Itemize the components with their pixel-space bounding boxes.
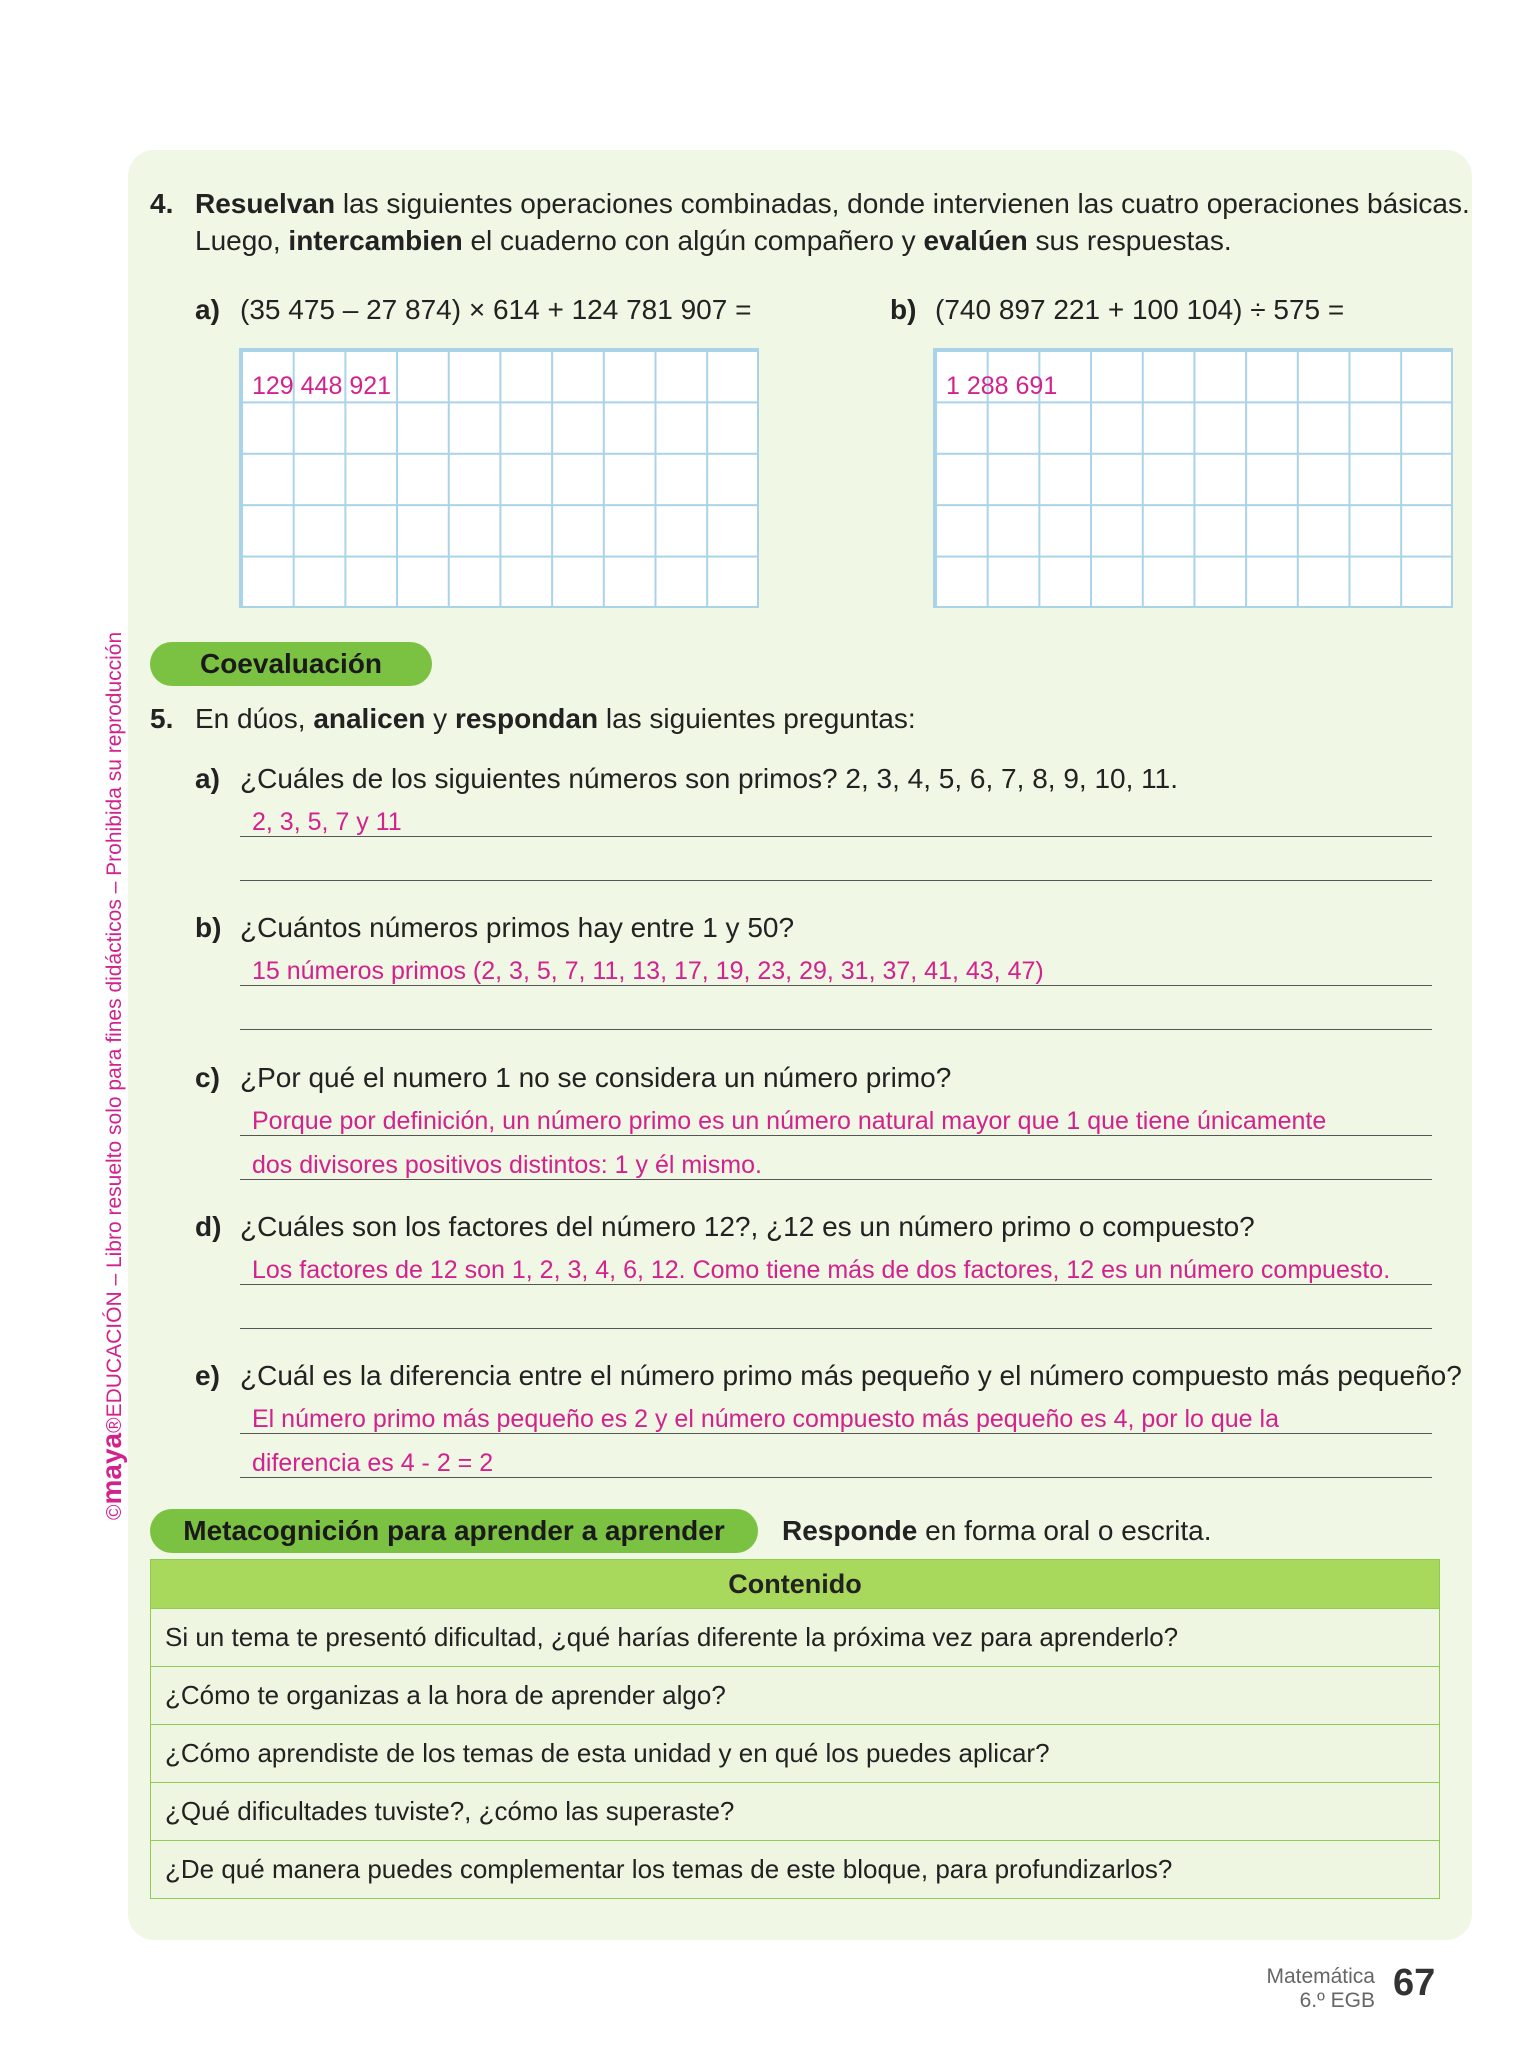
ex5e-answer-2: diferencia es 4 - 2 = 2	[252, 1449, 494, 1477]
ex5-text-2: y	[425, 703, 455, 734]
ex5-text-1: En dúos,	[195, 703, 314, 734]
metacognicion-badge: Metacognición para aprender a aprender	[150, 1509, 758, 1553]
ex4-keyword-resuelvan: Resuelvan	[195, 188, 336, 219]
ex5c-answer-2: dos divisores positivos distintos: 1 y él mismo.	[252, 1151, 762, 1179]
ex5-keyword-respondan: respondan	[454, 703, 599, 734]
ex4b-expression: (740 897 221 + 100 104) ÷ 575 =	[935, 294, 1345, 325]
ex4-text-4: sus respuestas.	[1027, 225, 1232, 256]
ex5-instruction	[195, 700, 916, 738]
ex5b-answer-1: 15 números primos (2, 3, 5, 7, 11, 13, 17, 19, 23, 29, 31, 37, 41, 43, 47)	[252, 957, 1044, 985]
sidebar-copyright	[96, 580, 128, 1520]
ex5d-answer-1: Los factores de 12 son 1, 2, 3, 4, 6, 12. Como tiene más de dos factores, 12 es un número compuesto.	[252, 1256, 1391, 1284]
brand-logo: maya	[96, 1432, 127, 1505]
table-header-contenido: Contenido	[151, 1560, 1439, 1609]
coevaluacion-badge: Coevaluación	[150, 642, 432, 686]
ex4-instruction-line1	[195, 185, 1470, 223]
ex5e-answer-1: El número primo más pequeño es 2 y el número compuesto más pequeño es 4, por lo que la	[252, 1405, 1279, 1433]
ex5-number: 5.	[150, 703, 174, 734]
ex4b-answer: 1 288 691	[946, 372, 1058, 400]
ex5d-label: d)	[195, 1211, 222, 1242]
ex5a-label: a)	[195, 763, 220, 794]
ex5e-answer-line-1[interactable]	[240, 1433, 1432, 1434]
page-number: 67	[1393, 1962, 1436, 2004]
ex5c-label: c)	[195, 1062, 220, 1093]
ex5a-answer-line-1[interactable]	[240, 836, 1432, 837]
ex5d-answer-line-2[interactable]	[240, 1328, 1432, 1329]
registered-symbol: ®	[103, 1417, 126, 1433]
ex5c-question: ¿Por qué el numero 1 no se considera un número primo?	[240, 1062, 952, 1093]
ex4-text-1: las siguientes operaciones combinadas, donde intervienen las cuatro operaciones básicas.	[335, 188, 1470, 219]
meta-text: en forma oral o escrita.	[917, 1515, 1212, 1546]
ex4b-label: b)	[890, 294, 917, 325]
table-row: ¿Cómo aprendiste de los temas de esta unidad y en qué los puedes aplicar?	[151, 1725, 1439, 1783]
ex4-number: 4.	[150, 188, 174, 219]
table-row: ¿Qué dificultades tuviste?, ¿cómo las superaste?	[151, 1783, 1439, 1841]
ex4a-answer: 129 448 921	[252, 372, 392, 400]
table-row: ¿De qué manera puedes complementar los temas de este bloque, para profundizarlos?	[151, 1841, 1439, 1898]
ex4-instruction-line2	[195, 222, 1232, 260]
ex5-text-3: las siguientes preguntas:	[598, 703, 916, 734]
ex5a-question: ¿Cuáles de los siguientes números son primos? 2, 3, 4, 5, 6, 7, 8, 9, 10, 11.	[240, 763, 1178, 794]
copyright-symbol: ©	[103, 1504, 126, 1520]
ex5a-answer-line-2[interactable]	[240, 880, 1432, 881]
ex5d-answer-line-1[interactable]	[240, 1284, 1432, 1285]
ex5e-question: ¿Cuál es la diferencia entre el número primo más pequeño y el número compuesto más pequeño?	[240, 1360, 1462, 1391]
ex4-keyword-evaluen: evalúen	[923, 225, 1028, 256]
ex5c-answer-line-1[interactable]	[240, 1135, 1432, 1136]
table-row: ¿Cómo te organizas a la hora de aprender algo?	[151, 1667, 1439, 1725]
ex5e-label: e)	[195, 1360, 220, 1391]
ex5b-answer-line-1[interactable]	[240, 985, 1432, 986]
footer-subject-name: Matemática	[1266, 1965, 1375, 1988]
table-row: Si un tema te presentó dificultad, ¿qué harías diferente la próxima vez para aprenderlo?	[151, 1609, 1439, 1667]
ex4-text-3: el cuaderno con algún compañero y	[462, 225, 924, 256]
ex5b-label: b)	[195, 912, 222, 943]
ex5b-answer-line-2[interactable]	[240, 1029, 1432, 1030]
footer-grade: 6.º EGB	[1299, 1989, 1375, 2012]
ex5d-question: ¿Cuáles son los factores del número 12?, ¿12 es un número primo o compuesto?	[240, 1211, 1255, 1242]
meta-instruction	[782, 1512, 1211, 1550]
ex4a-label: a)	[195, 294, 220, 325]
metacognition-table	[150, 1559, 1440, 1899]
ex4-text-2: Luego,	[195, 225, 289, 256]
ex5-keyword-analicen: analicen	[313, 703, 426, 734]
ex5a-answer-1: 2, 3, 5, 7 y 11	[252, 808, 402, 836]
footer-subject	[1200, 1965, 1375, 2013]
ex5c-answer-line-2[interactable]	[240, 1179, 1432, 1180]
ex5e-answer-line-2[interactable]	[240, 1477, 1432, 1478]
ex4-keyword-intercambien: intercambien	[288, 225, 463, 256]
sidebar-text: EDUCACIÓN – Libro resuelto solo para fines didácticos – Prohibida su reproducción	[103, 631, 126, 1418]
ex5c-answer-1: Porque por definición, un número primo es un número natural mayor que 1 que tiene únicamente	[252, 1107, 1327, 1135]
ex4a-expression: (35 475 – 27 874) × 614 + 124 781 907 =	[240, 294, 752, 325]
ex5b-question: ¿Cuántos números primos hay entre 1 y 50?	[240, 912, 795, 943]
meta-keyword-responde: Responde	[782, 1515, 918, 1546]
